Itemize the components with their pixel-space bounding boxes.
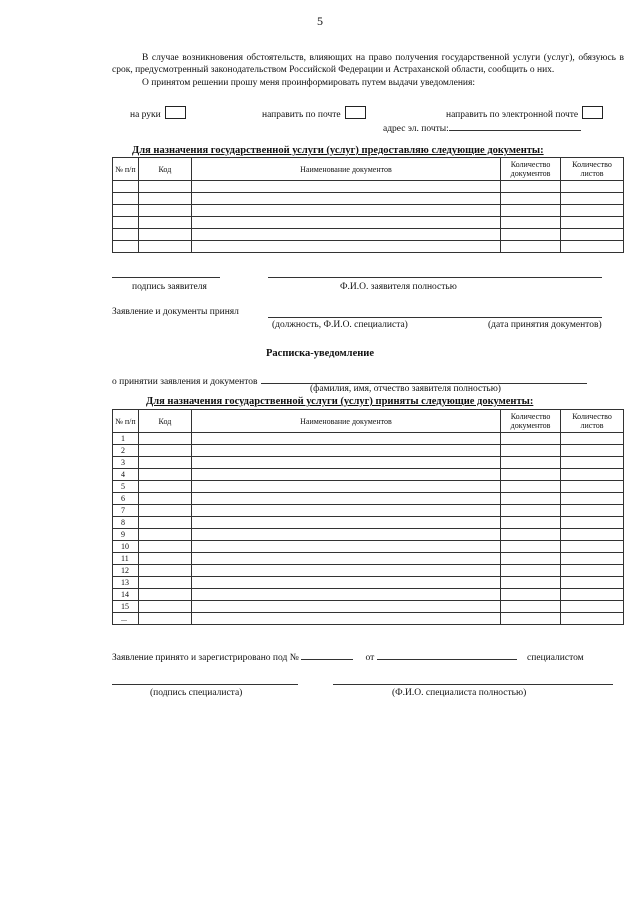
applicant-name-caption: Ф.И.О. заявителя полностью: [340, 282, 457, 292]
header-num: № п/п: [113, 158, 139, 181]
checkbox-email[interactable]: [582, 106, 603, 119]
specialist-signature-caption: (подпись специалиста): [150, 688, 243, 698]
table-row[interactable]: [113, 469, 624, 481]
receipt-about-label: о принятии заявления и документов: [112, 377, 258, 387]
row-number: 6: [113, 493, 139, 505]
specialist-signature-line[interactable]: [112, 684, 298, 685]
registration-line: [112, 649, 624, 663]
option-hand-label: на руки: [130, 110, 161, 120]
row-number: 9: [113, 529, 139, 541]
table-row[interactable]: [113, 205, 624, 217]
row-number: 1: [113, 433, 139, 445]
table-row[interactable]: [113, 229, 624, 241]
row-number: 3: [113, 457, 139, 469]
row-number: 4: [113, 469, 139, 481]
notify-paragraph: О принятом решении прошу меня проинформировать путем выдачи уведомления:: [142, 77, 476, 88]
table1-title: Для назначения государственной услуги (услуг) предоставляю следующие документы:: [132, 145, 544, 156]
option-mail: [262, 106, 366, 120]
registration-specialist: специалистом: [527, 653, 584, 663]
accepted-by-line[interactable]: [268, 317, 602, 318]
registration-number-field[interactable]: [301, 649, 353, 660]
table-row[interactable]: [113, 193, 624, 205]
intro-block: [112, 52, 624, 89]
option-mail-label: направить по почте: [262, 110, 341, 120]
table-header-row: [113, 158, 624, 181]
page-number: 5: [317, 14, 323, 28]
checkbox-hand[interactable]: [165, 106, 186, 119]
receipt-fio-caption: (фамилия, имя, отчество заявителя полностью): [310, 384, 501, 394]
specialist-name-caption: (Ф.И.О. специалиста полностью): [392, 688, 527, 698]
option-email: [446, 106, 603, 120]
row-number: 12: [113, 565, 139, 577]
receipt-title: Расписка-уведомление: [266, 348, 374, 359]
applicant-name-line[interactable]: [268, 277, 602, 278]
applicant-signature-line[interactable]: [112, 277, 220, 278]
header-sheet-count: Количество листов: [561, 158, 624, 181]
receipt-applicant-field[interactable]: [261, 373, 587, 384]
table-row[interactable]: [113, 181, 624, 193]
date-caption: (дата принятия документов): [488, 320, 602, 330]
table-row[interactable]: [113, 493, 624, 505]
option-email-label: направить по электронной почте: [446, 110, 579, 120]
table-row[interactable]: [113, 241, 624, 253]
table-row[interactable]: [113, 589, 624, 601]
email-label: адрес эл. почты:: [383, 124, 449, 134]
row-number: 10: [113, 541, 139, 553]
documents-table-accepted: [112, 409, 624, 625]
table-row[interactable]: [113, 601, 624, 613]
registration-date-field[interactable]: [377, 649, 517, 660]
specialist-caption: (должность, Ф.И.О. специалиста): [272, 320, 408, 330]
header-doc-count: Количество документов: [501, 410, 561, 433]
email-address: [383, 120, 581, 134]
table-row[interactable]: [113, 565, 624, 577]
table-row[interactable]: [113, 481, 624, 493]
table-row[interactable]: [113, 553, 624, 565]
table-row[interactable]: [113, 457, 624, 469]
row-number: 2: [113, 445, 139, 457]
table-row[interactable]: [113, 517, 624, 529]
table-row[interactable]: [113, 433, 624, 445]
registration-text: Заявление принято и зарегистрировано под №: [112, 653, 299, 663]
registration-from: от: [365, 653, 375, 663]
specialist-name-line[interactable]: [333, 684, 613, 685]
accepted-label: Заявление и документы принял: [112, 307, 239, 317]
header-name: Наименование документов: [191, 158, 500, 181]
option-hand: [130, 106, 186, 120]
row-number: 14: [113, 589, 139, 601]
table-row[interactable]: [113, 613, 624, 625]
checkbox-mail[interactable]: [345, 106, 366, 119]
table2-title: Для назначения государственной услуги (услуг) приняты следующие документы:: [146, 396, 534, 407]
table-row[interactable]: [113, 577, 624, 589]
header-code: Код: [138, 158, 191, 181]
table-row[interactable]: [113, 217, 624, 229]
header-sheet-count: Количество листов: [561, 410, 624, 433]
table-row[interactable]: [113, 529, 624, 541]
row-number: ...: [113, 613, 139, 625]
applicant-signature-caption: подпись заявителя: [132, 282, 207, 292]
table-row[interactable]: [113, 505, 624, 517]
intro-paragraph: В случае возникновения обстоятельств, влияющих на право получения государственной услуги (услуг), обязуюсь в срок, предусмотренный законодательством Российской Федерации и Астраханской области, сообщить о них.: [112, 53, 624, 76]
table-row[interactable]: [113, 541, 624, 553]
table-header-row: [113, 410, 624, 433]
row-number: 11: [113, 553, 139, 565]
header-doc-count: Количество документов: [501, 158, 561, 181]
row-number: 15: [113, 601, 139, 613]
documents-table-provided: [112, 157, 624, 253]
email-field[interactable]: [449, 120, 581, 131]
row-number: 5: [113, 481, 139, 493]
row-number: 7: [113, 505, 139, 517]
header-name: Наименование документов: [191, 410, 500, 433]
header-code: Код: [138, 410, 191, 433]
row-number: 8: [113, 517, 139, 529]
table-row[interactable]: [113, 445, 624, 457]
row-number: 13: [113, 577, 139, 589]
header-num: № п/п: [113, 410, 139, 433]
